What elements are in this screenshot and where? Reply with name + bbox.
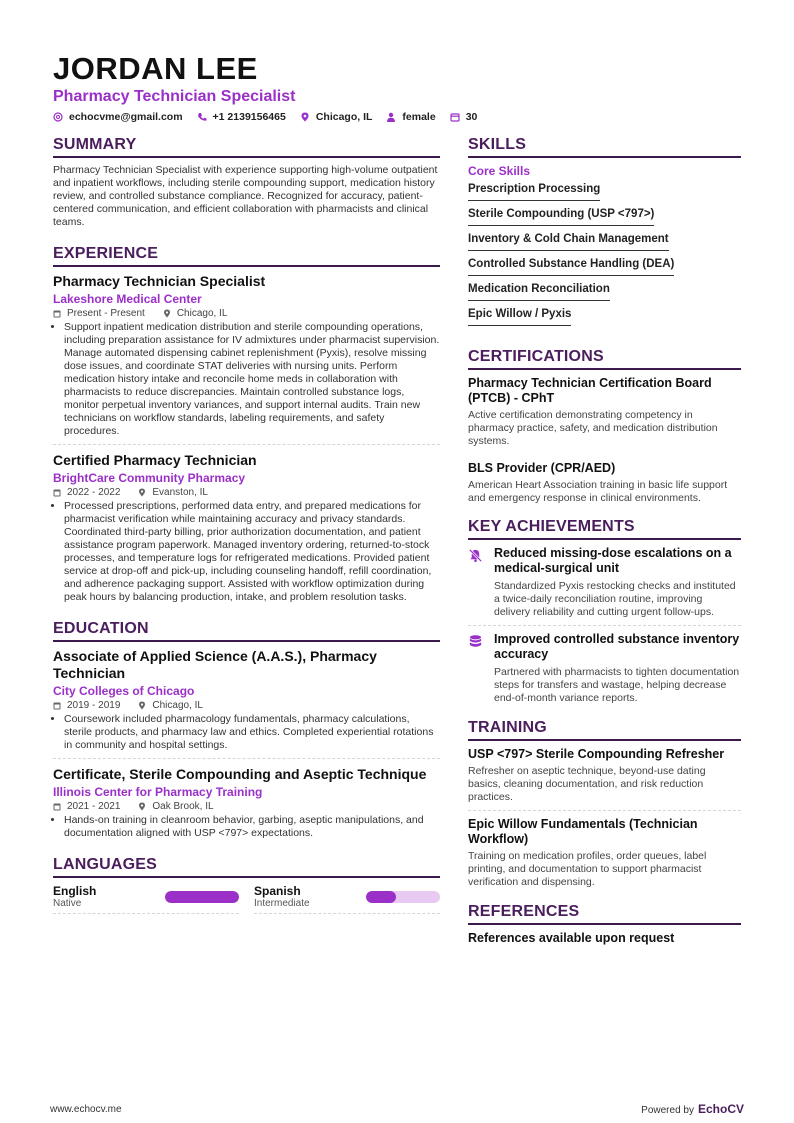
skill-item: Sterile Compounding (USP <797>) bbox=[468, 205, 654, 226]
left-column bbox=[53, 136, 440, 914]
experience-section bbox=[53, 245, 440, 610]
contact-gender bbox=[386, 111, 435, 123]
map-pin-icon bbox=[300, 112, 310, 122]
email-text: echocvme@gmail.com bbox=[69, 111, 183, 123]
experience-entry bbox=[53, 273, 440, 445]
bell-slash-icon bbox=[468, 548, 483, 563]
achievement-item bbox=[468, 632, 741, 711]
map-pin-icon bbox=[138, 701, 146, 710]
calendar-icon bbox=[53, 802, 61, 811]
right-column bbox=[468, 136, 741, 945]
map-pin-icon bbox=[138, 802, 146, 811]
training-item bbox=[468, 817, 741, 895]
footer-powered-by[interactable] bbox=[641, 1102, 744, 1116]
summary-text: Pharmacy Technician Specialist with experience supporting high-volume outpatient and inpatient workflows, including sterile compounding support, medication history review, and controlled substance compliance. Recognized for accuracy, patient-centered communication, and efficient collaboration with pharmacists and clinical teams. bbox=[53, 164, 438, 228]
phone-text: +1 2139156465 bbox=[212, 111, 286, 123]
language-name: English bbox=[53, 884, 97, 898]
languages-list bbox=[53, 884, 440, 914]
contact-age bbox=[450, 111, 478, 123]
bullet-item: • Processed prescriptions, performed data entry, and prepared medications for pharmacist verification while maintaining accuracy and privacy standards. Coordinated third-party billing, prior authorization documentation, and patient assistance program paperwork. Managed inventory ordering, returned-to-stock processes, and temperature logs for refrigerated medications. Provided patient service at drop-off and pick-up, including counseling handoff, refill coordination, and adherence packaging support. Assisted with workflow optimization during peak hours by balancing production, intake, and problem resolution tasks. bbox=[64, 500, 440, 604]
phone-icon bbox=[197, 112, 207, 122]
experience-title: Certified Pharmacy Technician bbox=[53, 452, 257, 468]
experience-dates: 2022 - 2022 bbox=[67, 487, 121, 498]
education-bullets bbox=[53, 713, 440, 752]
skill-item: Controlled Substance Handling (DEA) bbox=[468, 255, 674, 276]
achievement-title: Improved controlled substance inventory accuracy bbox=[494, 632, 740, 661]
contact-phone[interactable] bbox=[197, 111, 286, 123]
certifications-heading: CERTIFICATIONS bbox=[468, 348, 741, 370]
map-pin-icon bbox=[163, 309, 171, 318]
certification-desc: American Heart Association training in basic life support and emergency response in clinical environments. bbox=[468, 479, 728, 504]
skills-list bbox=[468, 180, 741, 330]
training-section bbox=[468, 719, 741, 895]
certification-item bbox=[468, 376, 741, 454]
skill-item: Prescription Processing bbox=[468, 180, 600, 201]
education-section bbox=[53, 620, 440, 846]
experience-title: Pharmacy Technician Specialist bbox=[53, 273, 266, 289]
brand-logo: EchoCV bbox=[697, 1102, 744, 1116]
education-org: Illinois Center for Pharmacy Training bbox=[53, 785, 263, 799]
languages-heading: LANGUAGES bbox=[53, 856, 440, 878]
achievement-desc: Standardized Pyxis restocking checks and instituted a twice-daily reconciliation routine, improving delivery reliability and cutting urgent follow-ups. bbox=[494, 580, 736, 618]
age-text: 30 bbox=[465, 111, 478, 123]
languages-section bbox=[53, 856, 440, 914]
contact-email[interactable] bbox=[53, 111, 183, 123]
calendar-icon bbox=[450, 112, 460, 122]
location-text: Chicago, IL bbox=[315, 111, 373, 123]
proficiency-fill bbox=[165, 891, 239, 903]
education-location: Chicago, IL bbox=[152, 700, 203, 711]
at-icon bbox=[53, 112, 63, 122]
training-desc: Training on medication profiles, order queues, label printing, and documentation to support pharmacist verification and dispensing. bbox=[468, 850, 707, 888]
bullet-item: • Coursework included pharmacology fundamentals, pharmacy calculations, sterile products, and pharmacy law and ethics. Completed experiential rotations in community and hospital settings. bbox=[64, 713, 440, 752]
training-item bbox=[468, 747, 741, 811]
experience-location: Evanston, IL bbox=[152, 487, 208, 498]
experience-meta bbox=[53, 487, 440, 498]
achievement-title: Reduced missing-dose escalations on a medical-surgical unit bbox=[494, 546, 732, 575]
candidate-role: Pharmacy Technician Specialist bbox=[53, 88, 296, 105]
references-text: References available upon request bbox=[468, 931, 675, 945]
user-icon bbox=[386, 112, 396, 122]
training-desc: Refresher on aseptic technique, beyond-use dating basics, cleaning documentation, and risk reduction practices. bbox=[468, 765, 706, 803]
language-item bbox=[254, 884, 440, 914]
skills-heading: SKILLS bbox=[468, 136, 741, 158]
experience-org: Lakeshore Medical Center bbox=[53, 292, 202, 306]
education-bullets bbox=[53, 814, 440, 840]
experience-meta bbox=[53, 308, 440, 319]
education-entry bbox=[53, 648, 440, 759]
education-meta bbox=[53, 700, 440, 711]
skills-subtitle: Core Skills bbox=[468, 164, 531, 178]
calendar-icon bbox=[53, 309, 61, 318]
education-dates: 2021 - 2021 bbox=[67, 801, 121, 812]
map-pin-icon bbox=[138, 488, 146, 497]
calendar-icon bbox=[53, 701, 61, 710]
skill-item: Medication Reconciliation bbox=[468, 280, 610, 301]
education-location: Oak Brook, IL bbox=[152, 801, 214, 812]
bullet-item: • Hands-on training in cleanroom behavior, garbing, aseptic manipulations, and documentation aligned with USP <797> expectations. bbox=[64, 814, 440, 840]
powered-by-label: Powered by bbox=[641, 1105, 694, 1116]
skill-item: Inventory & Cold Chain Management bbox=[468, 230, 669, 251]
bullet-item: • Support inpatient medication distribution and sterile compounding operations, including preparation assistance for IV admixtures under pharmacist supervision. Manage automated dispensing cabinet replenishment (Pyxis), resolve missing dose issues, and coordinate STAT deliveries with nursing units. Perform medication history intake and reconcile home meds in collaboration with pharmacists to reduce discrepancies. Maintain controlled substance logs, monitor perpetual inventory variances, and support internal audits. Train new technicians on workflow standards, labeling requirements, and safety procedures. bbox=[64, 321, 440, 438]
language-level: Native bbox=[53, 898, 82, 909]
certification-title: BLS Provider (CPR/AED) bbox=[468, 461, 616, 475]
proficiency-fill bbox=[366, 891, 396, 903]
education-dates: 2019 - 2019 bbox=[67, 700, 121, 711]
language-name: Spanish bbox=[254, 884, 301, 898]
language-item bbox=[53, 884, 239, 914]
gender-text: female bbox=[402, 111, 436, 123]
experience-dates: Present - Present bbox=[67, 308, 145, 319]
footer-website[interactable]: www.echocv.me bbox=[50, 1104, 122, 1115]
training-title: Epic Willow Fundamentals (Technician Workflow) bbox=[468, 817, 698, 846]
education-title: Associate of Applied Science (A.A.S.), Pharmacy Technician bbox=[53, 648, 377, 681]
experience-bullets bbox=[53, 321, 440, 438]
contact-bar bbox=[53, 111, 753, 123]
language-proficiency-bar bbox=[165, 891, 239, 903]
skills-section bbox=[468, 136, 741, 330]
calendar-icon bbox=[53, 488, 61, 497]
certification-title: Pharmacy Technician Certification Board (PTCB) - CPhT bbox=[468, 376, 712, 405]
achievements-section bbox=[468, 518, 741, 711]
education-meta bbox=[53, 801, 440, 812]
achievement-desc: Partnered with pharmacists to tighten documentation steps for transfers and wastage, helping decrease end-of-month variance reports. bbox=[494, 666, 740, 704]
achievement-item bbox=[468, 546, 741, 626]
candidate-name: JORDAN LEE bbox=[53, 51, 258, 86]
education-heading: EDUCATION bbox=[53, 620, 440, 642]
references-heading: REFERENCES bbox=[468, 903, 741, 925]
education-entry bbox=[53, 766, 440, 846]
database-icon bbox=[468, 634, 483, 649]
references-section bbox=[468, 903, 741, 945]
training-title: USP <797> Sterile Compounding Refresher bbox=[468, 747, 725, 761]
experience-location: Chicago, IL bbox=[176, 308, 228, 319]
experience-heading: EXPERIENCE bbox=[53, 245, 440, 267]
experience-bullets bbox=[53, 500, 440, 604]
experience-entry bbox=[53, 452, 440, 610]
resume-header bbox=[53, 52, 753, 123]
language-level: Intermediate bbox=[254, 898, 310, 909]
certifications-section bbox=[468, 348, 741, 511]
education-org: City Colleges of Chicago bbox=[53, 684, 195, 698]
skill-item: Epic Willow / Pyxis bbox=[468, 305, 571, 326]
certification-item bbox=[468, 461, 741, 511]
education-title: Certificate, Sterile Compounding and Aseptic Technique bbox=[53, 766, 427, 782]
contact-location bbox=[300, 111, 373, 123]
experience-org: BrightCare Community Pharmacy bbox=[53, 471, 246, 485]
language-proficiency-bar bbox=[366, 891, 440, 903]
certification-desc: Active certification demonstrating competency in pharmacy practice, safety, and medication distribution systems. bbox=[468, 409, 718, 447]
achievements-heading: KEY ACHIEVEMENTS bbox=[468, 518, 741, 540]
summary-heading: SUMMARY bbox=[53, 136, 440, 158]
summary-section bbox=[53, 136, 440, 229]
training-heading: TRAINING bbox=[468, 719, 741, 741]
